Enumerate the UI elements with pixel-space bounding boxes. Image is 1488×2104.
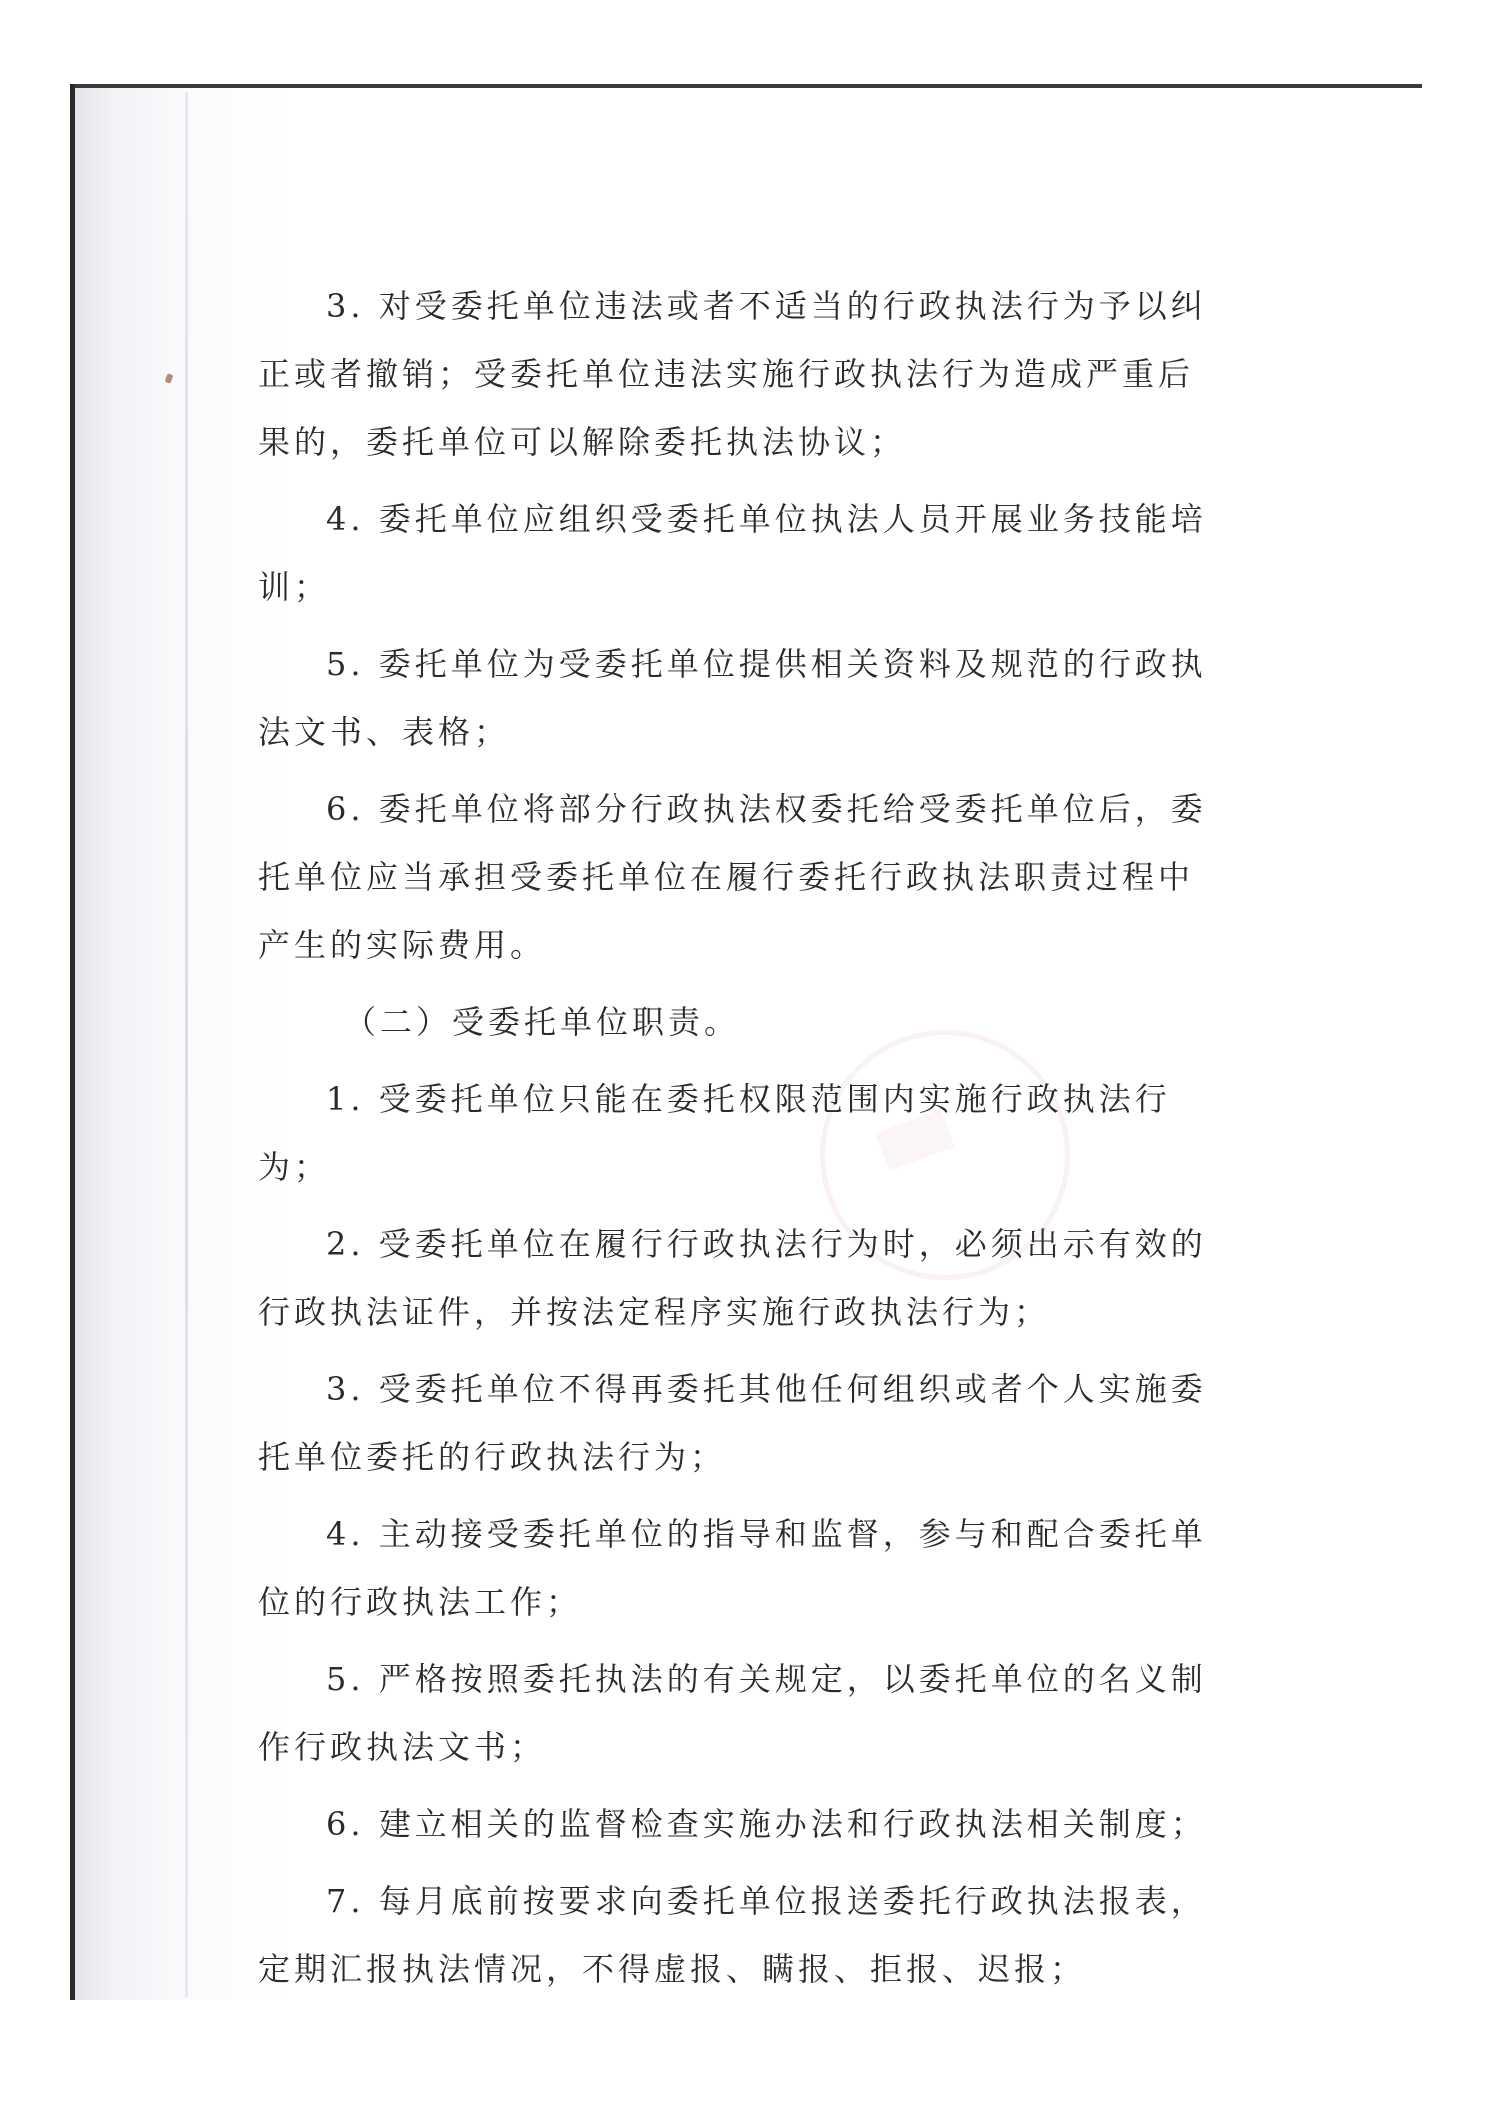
clause-b5: 5. 严格按照委托执法的有关规定，以委托单位的名义制作行政执法文书；: [258, 1660, 1207, 1766]
clause-a4: 4. 委托单位应组织受委托单位执法人员开展业务技能培训；: [258, 500, 1207, 606]
page-fold-line: [185, 92, 188, 1997]
clause-a3: 3. 对受委托单位违法或者不适当的行政执法行为予以纠正或者撤销；受委托单位违法实施行政执法行为造成严重后果的，委托单位可以解除委托执法协议；: [258, 287, 1207, 461]
clause-b2: 2. 受委托单位在履行行政执法行为时，必须出示有效的行政执法证件，并按法定程序实施行政执法行为；: [258, 1225, 1207, 1331]
clause-b3: 3. 受委托单位不得再委托其他任何组织或者个人实施委托单位委托的行政执法行为；: [258, 1370, 1207, 1476]
clause-b4: 4. 主动接受委托单位的指导和监督，参与和配合委托单位的行政执法工作；: [258, 1515, 1207, 1621]
clause-b1: 1. 受委托单位只能在委托权限范围内实施行政执法行为；: [258, 1080, 1171, 1186]
clause-a5: 5. 委托单位为受委托单位提供相关资料及规范的行政执法文书、表格；: [258, 645, 1207, 751]
clause-a6: 6. 委托单位将部分行政执法权委托给受委托单位后，委托单位应当承担受委托单位在履行委托行政执法职责过程中产生的实际费用。: [258, 790, 1207, 964]
clause-b7: 7. 每月底前按要求向委托单位报送委托行政执法报表，定期汇报执法情况，不得虚报、瞒报、拒报、迟报；: [258, 1882, 1207, 1988]
document-body: [258, 272, 1218, 2012]
section-heading: （二）受委托单位职责。: [344, 1003, 741, 1041]
clause-b6: 6. 建立相关的监督检查实施办法和行政执法相关制度；: [326, 1805, 1207, 1843]
